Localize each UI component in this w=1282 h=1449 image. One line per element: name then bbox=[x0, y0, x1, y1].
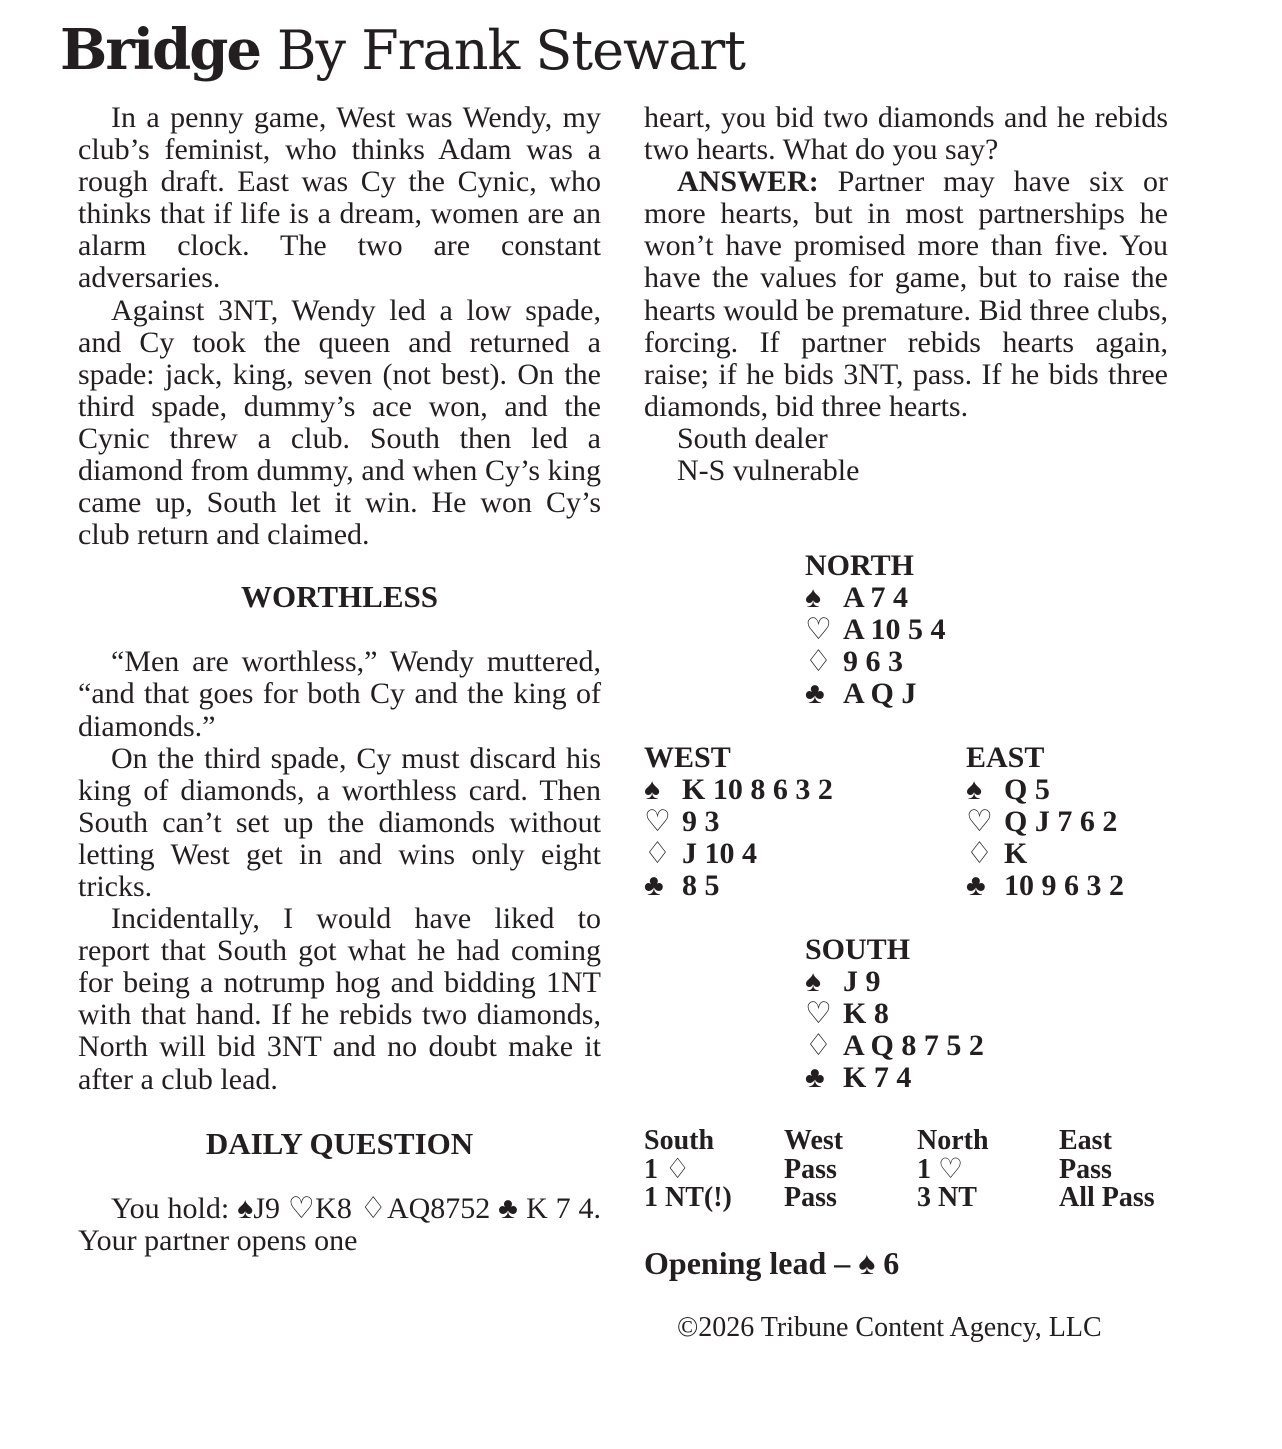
suit-hearts bbox=[805, 614, 946, 646]
auction-table bbox=[644, 1127, 1174, 1213]
cards: 8 5 bbox=[682, 869, 720, 903]
suit-diamonds bbox=[644, 838, 833, 870]
suit-clubs bbox=[644, 870, 833, 902]
daily-question: You hold: ♠J9 ♡K8 ♢AQ8752 ♣ K 7 4. Your partner opens one bbox=[78, 1191, 601, 1257]
suit-spades bbox=[966, 774, 1124, 806]
suit-clubs bbox=[805, 678, 946, 710]
auction-bid: All Pass bbox=[1059, 1182, 1155, 1213]
copyright: ©2026 Tribune Content Agency, LLC bbox=[677, 1312, 1102, 1343]
suit-spades bbox=[644, 774, 833, 806]
paragraph: Against 3NT, Wendy led a low spade, and Cy took the queen and returned a spade: jack, king, seven (not best). On the third spade, dummy’s ace won, and the Cynic threw a club. South then led a diamond from dummy, and when Cy’s king came up, South let it win. He won Cy’s club return and claimed. bbox=[78, 293, 601, 552]
hand-east bbox=[966, 742, 1124, 902]
right-column bbox=[644, 102, 1168, 487]
answer-label: ANSWER: bbox=[677, 165, 819, 199]
auction-header-row bbox=[644, 1127, 1174, 1156]
auction-header: South bbox=[644, 1125, 715, 1156]
suit-hearts bbox=[805, 998, 984, 1030]
auction-bid: Pass bbox=[784, 1182, 837, 1213]
spade-icon: ♠ bbox=[805, 965, 821, 999]
heart-icon: ♡ bbox=[644, 805, 671, 839]
column-title bbox=[60, 18, 745, 83]
suit-clubs bbox=[805, 1062, 984, 1094]
diamond-icon: ♢ bbox=[805, 1029, 832, 1063]
cards: 9 3 bbox=[682, 805, 720, 839]
cards: K 7 4 bbox=[843, 1061, 912, 1095]
cards: K 10 8 6 3 2 bbox=[682, 773, 833, 807]
suit-hearts bbox=[966, 806, 1124, 838]
auction-bid: 3 NT bbox=[917, 1182, 977, 1213]
cards: J 9 bbox=[843, 965, 881, 999]
title-brand: Bridge bbox=[60, 17, 261, 83]
cards: Q J 7 6 2 bbox=[1004, 805, 1118, 839]
auction-bid: Pass bbox=[784, 1153, 837, 1185]
paragraph: “Men are worthless,” Wendy muttered, “and that goes for both Cy and the king of diamonds.” bbox=[78, 645, 601, 743]
left-column bbox=[78, 102, 601, 1257]
club-icon: ♣ bbox=[805, 1061, 825, 1095]
paragraph: On the third spade, Cy must discard his king of diamonds, a worthless card. Then South can’t set up the diamonds without letting West get in and wins only eight tricks. bbox=[78, 741, 601, 903]
cards: K 8 bbox=[843, 997, 889, 1031]
hand-label: WEST bbox=[644, 741, 731, 774]
diamond-icon: ♢ bbox=[644, 837, 671, 871]
cards: A 7 4 bbox=[843, 581, 909, 615]
cards: A Q 8 7 5 2 bbox=[843, 1029, 984, 1063]
auction-bid: 1 ♢ bbox=[644, 1153, 691, 1185]
heart-icon: ♡ bbox=[805, 613, 832, 647]
question-continued: heart, you bid two diamonds and he rebids two hearts. What do you say? bbox=[644, 101, 1168, 167]
dealer: South dealer bbox=[677, 421, 828, 455]
auction-bid: 1 ♡ bbox=[917, 1153, 964, 1185]
subhead-worthless: WORTHLESS bbox=[240, 579, 439, 615]
cards: A Q J bbox=[843, 677, 917, 711]
answer-paragraph bbox=[644, 166, 1168, 423]
auction-header: West bbox=[784, 1125, 844, 1156]
cards: 10 9 6 3 2 bbox=[1004, 869, 1124, 903]
subhead-daily-question: DAILY QUESTION bbox=[205, 1125, 474, 1161]
auction-header: East bbox=[1059, 1125, 1112, 1156]
suit-diamonds bbox=[805, 1030, 984, 1062]
spade-icon: ♠ bbox=[644, 773, 660, 807]
cards: 9 6 3 bbox=[843, 645, 903, 679]
cards: J 10 4 bbox=[682, 837, 757, 871]
suit-hearts bbox=[644, 806, 833, 838]
auction-bid: Pass bbox=[1059, 1153, 1112, 1185]
suit-clubs bbox=[966, 870, 1124, 902]
hand-south bbox=[805, 934, 984, 1094]
suit-diamonds bbox=[966, 838, 1124, 870]
auction-row bbox=[644, 1184, 1174, 1213]
suit-spades bbox=[805, 966, 984, 998]
spade-icon: ♠ bbox=[966, 773, 982, 807]
cards: A 10 5 4 bbox=[843, 613, 946, 647]
heart-icon: ♡ bbox=[966, 805, 993, 839]
answer-text: Partner may have six or more hearts, but in most partnerships he won’t have promised more than five. You have the values for game, but to raise the hearts would be premature. Bid three clubs, forcing. If partner rebids hearts again, raise; if he bids 3NT, pass. If he bids three diamonds, bid three hearts. bbox=[644, 165, 1169, 423]
paragraph: Incidentally, I would have liked to report that South got what he had coming for being a notrump hog and bidding 1NT with that hand. If he rebids two diamonds, North will bid 3NT and no doubt make it after a club lead. bbox=[78, 902, 601, 1096]
auction-bid: 1 NT(!) bbox=[644, 1182, 732, 1213]
opening-lead: Opening lead – ♠ 6 bbox=[644, 1245, 900, 1281]
club-icon: ♣ bbox=[644, 869, 664, 903]
diamond-icon: ♢ bbox=[966, 837, 993, 871]
heart-icon: ♡ bbox=[805, 997, 832, 1031]
vulnerability: N-S vulnerable bbox=[677, 454, 860, 488]
cards: K bbox=[1004, 837, 1028, 871]
diamond-icon: ♢ bbox=[805, 645, 832, 679]
title-byline: By Frank Stewart bbox=[276, 19, 745, 82]
club-icon: ♣ bbox=[966, 869, 986, 903]
auction-header: North bbox=[917, 1125, 989, 1156]
hand-north bbox=[805, 550, 946, 710]
spade-icon: ♠ bbox=[805, 581, 821, 615]
cards: Q 5 bbox=[1004, 773, 1050, 807]
club-icon: ♣ bbox=[805, 677, 825, 711]
paragraph: In a penny game, West was Wendy, my club’s feminist, who thinks Adam was a rough draft. East was Cy the Cynic, who thinks that if life is a dream, women are an alarm clock. The two are constant adversaries. bbox=[78, 101, 601, 295]
hand-label: NORTH bbox=[805, 549, 914, 582]
suit-spades bbox=[805, 582, 946, 614]
auction-row bbox=[644, 1156, 1174, 1185]
suit-diamonds bbox=[805, 646, 946, 678]
hand-label: SOUTH bbox=[805, 933, 911, 966]
hand-label: EAST bbox=[966, 741, 1045, 774]
hand-west bbox=[644, 742, 833, 902]
